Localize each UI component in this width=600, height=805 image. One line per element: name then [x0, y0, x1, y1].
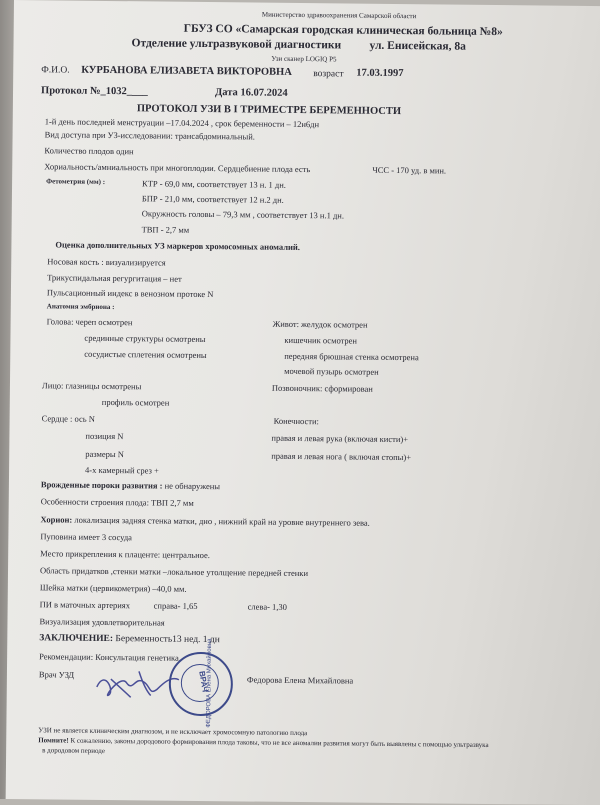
cervix-line: Шейка матки (цервикометрия) –40,0 мм. — [39, 582, 187, 594]
heart-rate: ЧСС - 170 уд. в мин. — [372, 164, 447, 176]
anatomy-title: Анатомия эмбриона : — [46, 302, 115, 312]
uterine-pi-right: справа- 1,65 — [153, 600, 198, 611]
abdomen-bladder: мочевой пузырь осмотрен — [284, 365, 379, 377]
defects-line — [41, 480, 220, 490]
crl-line: КТР - 69,0 мм, соответствует 13 н. 1 дн. — [142, 178, 287, 190]
heart-position: позиция N — [85, 430, 124, 442]
head-skull: Голова: череп осмотрен — [46, 316, 133, 328]
limbs-arms: правая и левая рука (включая кисти)+ — [271, 432, 409, 445]
doctor-label: Врач УЗД — [38, 669, 75, 680]
cord-line: Пуповина имеет 3 сосуда — [40, 531, 133, 543]
nt-line: ТВП - 2,7 мм — [141, 224, 190, 235]
features-line: Особенности строения плода: ТВП 2,7 мм — [40, 496, 194, 508]
bpd-line: БПР - 21,0 мм, соответствует 12 н.2 дн. — [141, 193, 284, 205]
uterine-pi-left: слева- 1,30 — [247, 601, 288, 612]
limbs-legs: правая и левая нога ( включая стопы)+ — [271, 450, 412, 463]
face-orbits: Лицо: глазницы осмотрены — [41, 380, 142, 392]
head-circumference: Окружность головы – 79,3 мм , соответствует 13 н.1 дн. — [141, 208, 345, 221]
visualization-line: Визуализация удовлетворительная — [39, 616, 165, 628]
chorion-value: локализация задняя стенка матки, дно , нижний край на уровне внутреннего зева. — [74, 514, 370, 528]
face-profile: профиль осмотрен — [101, 396, 170, 408]
lmp-line: 1-й день последней менструации –17.04.2024 , срок беременности – 12н6дн — [44, 116, 320, 130]
dept-name: Отделение ультразвуковой диагностики — [131, 37, 342, 52]
document-page — [6, 0, 600, 805]
recommendation-line: Рекомендации: Консультация генетика. — [39, 651, 182, 663]
footer-warning-end: в дородовом периоде — [42, 746, 106, 755]
date-of-birth: 17.03.1997 — [356, 67, 404, 80]
chorion-line — [41, 515, 370, 527]
defects-label: Врожденные пороки развития : — [40, 479, 163, 491]
defects-value: не обнаружены — [164, 480, 221, 492]
markers-title: Оценка дополнительных УЗ маркеров хромосомных аномалий. — [55, 239, 300, 253]
age-label: возраст — [313, 69, 344, 80]
address: ул. Енисейская, 8а — [369, 39, 466, 53]
doctor-stamp — [169, 638, 234, 728]
protocol-title: ПРОТОКОЛ УЗИ В I ТРИМЕСТРЕ БЕРЕМЕННОСТИ — [136, 103, 402, 118]
doctor-name: Федорова Елена Михайловна — [246, 674, 354, 686]
appendages-line: Область придатков ,стенки матки –локальное утолщение передней стенки — [39, 565, 309, 579]
head-midline: срединные структуры осмотрены — [84, 332, 206, 345]
footer-disclaimer: УЗИ не является клиническим диагнозом, и не исключает хромосомную патологию плода — [38, 726, 308, 738]
abdomen-wall: передняя брюшная стенка осмотрена — [284, 350, 419, 363]
access-line: Вид доступа при УЗ-исследовании: трансабдоминальный. — [44, 129, 255, 142]
fetometry-label: Фетометрия (мм) : — [46, 177, 106, 186]
abdomen-bowel: кишечник осмотрен — [284, 334, 358, 346]
heart-axis: Сердце : ось N — [41, 413, 95, 424]
fio-label: Ф.И.О. — [41, 65, 70, 76]
footer-warning — [38, 737, 488, 749]
uterine-pi-label: ПИ в маточных артериях — [39, 599, 131, 611]
conclusion-line — [39, 634, 220, 645]
heart-four-chamber: 4-х камерный срез + — [85, 464, 159, 476]
chorionicity-line: Хориальность/амниальность при многоплодии. Сердцебиение плода есть — [44, 161, 311, 175]
conclusion-value: Беременность13 нед. 1 дн — [115, 634, 220, 646]
fetus-count: Количество плодов один — [44, 145, 134, 157]
footer-warning-label: Помните! — [38, 736, 69, 745]
protocol-number: Протокол №_1032____ — [40, 85, 148, 98]
chorion-label: Хорион: — [40, 514, 73, 525]
ministry-line: Министерство здравоохранения Самарской области — [261, 10, 417, 21]
nasal-bone: Носовая кость : визуализируется — [47, 256, 166, 268]
protocol-date: Дата 16.07.2024 — [214, 87, 288, 99]
heart-size: размеры N — [85, 448, 124, 460]
conclusion-label: ЗАКЛЮЧЕНИЕ: — [39, 633, 114, 645]
limbs-label: Конечности: — [273, 415, 319, 427]
patient-name: КУРБАНОВА ЕЛИЗАВЕТА ВИКТОРОВНА — [81, 64, 292, 78]
spine-line: Позвоночник: сформирован — [271, 382, 373, 394]
org-name: ГБУЗ СО «Самарская городская клиническая больница №8» — [183, 22, 503, 39]
tricuspid: Трикуспидальная регургитация – нет — [47, 272, 182, 284]
abdomen-stomach: Живот: желудок осмотрен — [272, 318, 368, 330]
head-plexus: сосудистые сплетения осмотрены — [84, 348, 207, 361]
ductus-pi: Пульсационный индекс в венозном протоке N — [46, 287, 214, 300]
placenta-line: Место прикрепления к плаценте: центральное. — [40, 548, 211, 561]
stamp-ring-text: ФЕДОРОВА Елена Михайловна — [205, 638, 213, 728]
footer-warning-text: К сожалению, законы дородового формирования плода таковы, что не все аномалии развития могут быть выявлены с помощью ультразвука — [68, 736, 489, 750]
scanner: Узи сканер LOGIQ P5 — [271, 54, 337, 64]
stamp-center-text: ВРАЧ — [197, 670, 210, 693]
